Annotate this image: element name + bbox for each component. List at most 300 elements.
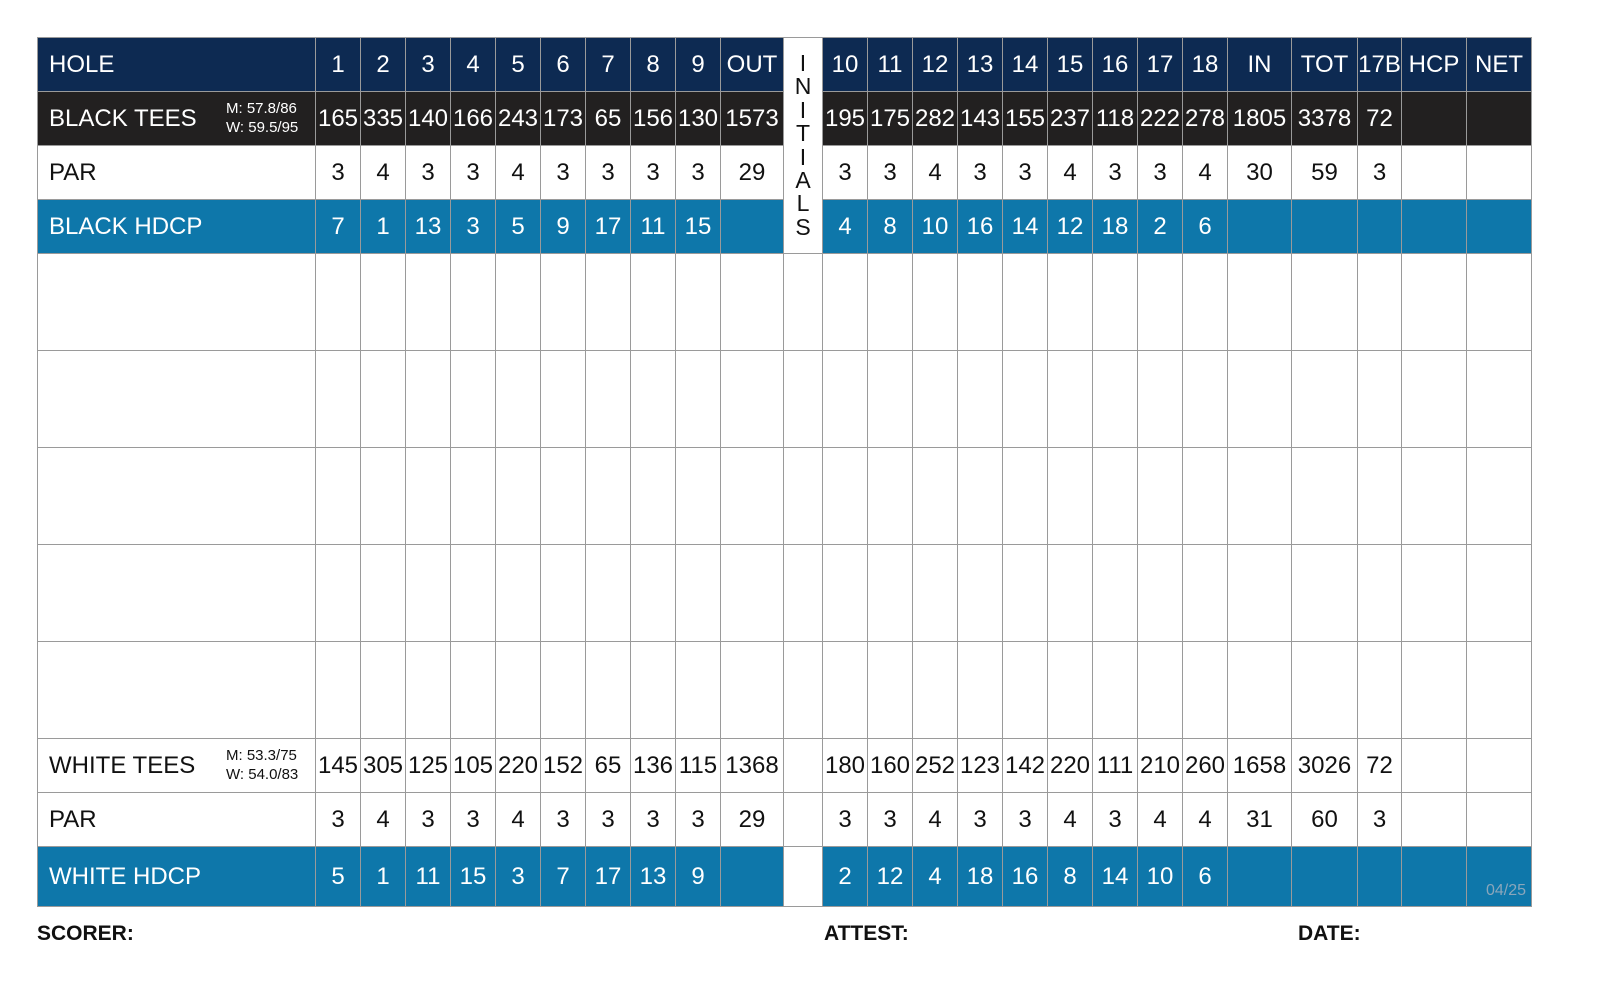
hdcp-cell: 1 [361,200,406,254]
par-cell: 4 [1048,146,1093,200]
player-name-cell[interactable] [38,545,316,642]
par-cell: 3 [541,146,586,200]
initials-cell[interactable] [784,545,823,642]
b17-cell: 72 [1358,92,1402,146]
initials-letter: S [795,213,811,240]
hdcp-cell: 4 [913,847,958,907]
par-cell: 3 [823,793,868,847]
hcp-score-cell[interactable] [1402,448,1467,545]
score-cell[interactable] [361,351,406,448]
score-cell[interactable] [823,642,868,739]
par-cell: 3 [316,793,361,847]
tot-label: TOT [1292,38,1358,92]
score-cell[interactable] [316,642,361,739]
yardage-cell: 105 [451,739,496,793]
initials-cell [784,847,823,907]
hdcp-cell: 3 [451,200,496,254]
yardage-cell: 156 [631,92,676,146]
yardage-cell: 335 [361,92,406,146]
par-cell: 3 [823,146,868,200]
yardage-cell: 130 [676,92,721,146]
score-cell[interactable] [868,642,913,739]
score-cell[interactable] [451,351,496,448]
yardage-cell: 175 [868,92,913,146]
hole-number: 2 [361,38,406,92]
hdcp-cell: 18 [958,847,1003,907]
hdcp-cell: 18 [1093,200,1138,254]
out-score-cell[interactable] [721,642,784,739]
par-cell: 3 [406,793,451,847]
par-cell: 3 [1093,146,1138,200]
score-cell[interactable] [1138,448,1183,545]
hcp-score-cell[interactable] [1402,642,1467,739]
hcp-cell [1402,200,1467,254]
in-total-cell: 31 [1228,793,1292,847]
score-cell[interactable] [1003,545,1048,642]
white-tees-label: WHITE TEES [49,751,196,779]
hole-number: 6 [541,38,586,92]
score-cell[interactable] [1003,254,1048,351]
score-cell[interactable] [496,642,541,739]
net-score-cell[interactable] [1467,254,1532,351]
score-cell[interactable] [913,351,958,448]
hcp-score-cell[interactable] [1402,351,1467,448]
par-cell: 4 [1183,793,1228,847]
score-cell[interactable] [1138,351,1183,448]
b17-cell [1358,847,1402,907]
score-cell[interactable] [586,642,631,739]
out-total-cell: 29 [721,146,784,200]
hdcp-cell: 14 [1093,847,1138,907]
hole-number: 3 [406,38,451,92]
hdcp-cell: 11 [406,847,451,907]
hdcp-cell: 5 [496,200,541,254]
in-total-cell: 30 [1228,146,1292,200]
hdcp-cell: 6 [1183,200,1228,254]
net-score-cell[interactable] [1467,642,1532,739]
player-name-cell[interactable] [38,254,316,351]
par-cell: 4 [496,793,541,847]
par-cell: 3 [958,146,1003,200]
yardage-cell: 165 [316,92,361,146]
initials-cell [784,793,823,847]
yardage-cell: 220 [1048,739,1093,793]
in-score-cell[interactable] [1228,545,1292,642]
yardage-cell: 260 [1183,739,1228,793]
yardage-cell: 143 [958,92,1003,146]
score-cell[interactable] [406,351,451,448]
hdcp-cell: 1 [361,847,406,907]
score-cell[interactable] [496,545,541,642]
hcp-label: HCP [1402,38,1467,92]
hdcp-cell: 8 [1048,847,1093,907]
hole-number: 11 [868,38,913,92]
tot-cell: 3378 [1292,92,1358,146]
score-cell[interactable] [631,254,676,351]
par-cell: 3 [451,793,496,847]
net-score-cell[interactable] [1467,545,1532,642]
out-score-cell[interactable] [721,351,784,448]
out-total-cell: 1573 [721,92,784,146]
score-cell[interactable] [1093,545,1138,642]
b17-cell: 3 [1358,793,1402,847]
yardage-cell: 142 [1003,739,1048,793]
yardage-cell: 118 [1093,92,1138,146]
score-cell[interactable] [496,254,541,351]
score-cell[interactable] [586,351,631,448]
score-cell[interactable] [1183,351,1228,448]
score-cell[interactable] [1003,351,1048,448]
hdcp-cell: 12 [868,847,913,907]
net-cell[interactable] [1467,793,1532,847]
score-cell[interactable] [1048,351,1093,448]
par-label: PAR [38,793,316,847]
black-tees-label: BLACK TEES [49,104,197,132]
tot-score-cell[interactable] [1292,642,1358,739]
yardage-cell: 237 [1048,92,1093,146]
hole-number: 13 [958,38,1003,92]
attest-label: ATTEST: [824,922,909,945]
score-cell[interactable] [451,642,496,739]
score-cell[interactable] [451,545,496,642]
player-name-cell[interactable] [38,448,316,545]
hcp-cell[interactable] [1402,793,1467,847]
par-cell: 4 [1138,793,1183,847]
par-cell: 3 [631,146,676,200]
score-cell[interactable] [496,448,541,545]
score-cell[interactable] [406,642,451,739]
player-row[interactable] [38,448,1532,545]
net-score-cell[interactable] [1467,351,1532,448]
hdcp-cell: 7 [541,847,586,907]
hole-label: HOLE [38,38,316,92]
par-cell: 3 [1093,793,1138,847]
score-cell[interactable] [1138,642,1183,739]
score-cell[interactable] [823,545,868,642]
yardage-cell: 115 [676,739,721,793]
yardage-cell: 123 [958,739,1003,793]
score-cell[interactable] [361,642,406,739]
hcp-score-cell[interactable] [1402,545,1467,642]
white-hdcp-row [38,847,1532,907]
yardage-cell: 243 [496,92,541,146]
in-total-cell [1228,847,1292,907]
score-cell[interactable] [1048,448,1093,545]
score-cell[interactable] [868,254,913,351]
score-cell[interactable] [1093,254,1138,351]
score-cell[interactable] [1003,642,1048,739]
hdcp-cell: 3 [496,847,541,907]
net-score-cell[interactable] [1467,448,1532,545]
yardage-cell: 282 [913,92,958,146]
score-cell[interactable] [1048,545,1093,642]
player-row[interactable] [38,351,1532,448]
out-total-cell [721,847,784,907]
player-name-cell[interactable] [38,642,316,739]
hole-number: 5 [496,38,541,92]
out-total-cell [721,200,784,254]
black-rating-men: M: 57.8/86 [226,100,297,117]
score-cell[interactable] [958,545,1003,642]
tot-cell: 3026 [1292,739,1358,793]
initials-cell[interactable] [784,254,823,351]
score-cell[interactable] [631,545,676,642]
hdcp-cell: 4 [823,200,868,254]
score-cell[interactable] [361,254,406,351]
net-cell[interactable] [1467,739,1532,793]
hdcp-cell: 15 [451,847,496,907]
b17-score-cell[interactable] [1358,545,1402,642]
hole-number: 15 [1048,38,1093,92]
white-rating-men: M: 53.3/75 [226,747,297,764]
score-cell[interactable] [958,448,1003,545]
score-cell[interactable] [406,448,451,545]
hole-number: 14 [1003,38,1048,92]
hdcp-cell: 7 [316,200,361,254]
par-cell: 4 [1048,793,1093,847]
score-cell[interactable] [823,351,868,448]
score-cell[interactable] [361,448,406,545]
score-cell[interactable] [1138,254,1183,351]
player-row[interactable] [38,545,1532,642]
player-name-cell[interactable] [38,351,316,448]
par-cell: 3 [1003,793,1048,847]
score-cell[interactable] [823,448,868,545]
score-cell[interactable] [1183,642,1228,739]
hole-number: 16 [1093,38,1138,92]
hdcp-cell: 6 [1183,847,1228,907]
score-cell[interactable] [316,545,361,642]
score-cell[interactable] [541,642,586,739]
hole-number: 17 [1138,38,1183,92]
yardage-cell: 220 [496,739,541,793]
score-cell[interactable] [868,351,913,448]
in-score-cell[interactable] [1228,254,1292,351]
par-cell: 4 [361,146,406,200]
score-cell[interactable] [496,351,541,448]
par-cell: 3 [868,146,913,200]
tot-cell [1292,200,1358,254]
b17-cell: 3 [1358,146,1402,200]
yardage-cell: 65 [586,92,631,146]
score-cell[interactable] [1093,448,1138,545]
score-cell[interactable] [913,642,958,739]
par-cell: 4 [913,146,958,200]
score-cell[interactable] [541,545,586,642]
scorer-label: SCORER: [37,922,134,945]
hcp-cell[interactable] [1402,146,1467,200]
b17-label: 17B [1358,38,1402,92]
initials-letter: I [799,143,807,170]
hdcp-cell: 16 [1003,847,1048,907]
yardage-cell: 145 [316,739,361,793]
yardage-cell: 305 [361,739,406,793]
in-score-cell[interactable] [1228,642,1292,739]
b17-score-cell[interactable] [1358,448,1402,545]
tot-score-cell[interactable] [1292,448,1358,545]
tot-score-cell[interactable] [1292,351,1358,448]
score-cell[interactable] [913,448,958,545]
hole-number: 10 [823,38,868,92]
date-label: DATE: [1298,922,1361,945]
tot-cell [1292,847,1358,907]
hcp-cell[interactable] [1402,739,1467,793]
par-cell: 3 [586,146,631,200]
score-cell[interactable] [958,642,1003,739]
score-cell[interactable] [451,254,496,351]
black-tees-rating [226,99,298,137]
tot-cell: 59 [1292,146,1358,200]
black-rating-women: W: 59.5/95 [226,119,299,136]
par-cell: 3 [316,146,361,200]
par-cell: 3 [868,793,913,847]
score-cell[interactable] [541,351,586,448]
net-cell[interactable] [1467,146,1532,200]
yardage-cell: 155 [1003,92,1048,146]
score-cell[interactable] [676,448,721,545]
white-tees-rating [226,746,298,784]
hole-number: 9 [676,38,721,92]
par-cell: 3 [451,146,496,200]
tot-score-cell[interactable] [1292,254,1358,351]
out-label: OUT [721,38,784,92]
hole-number: 7 [586,38,631,92]
player-row[interactable] [38,642,1532,739]
b17-score-cell[interactable] [1358,351,1402,448]
score-cell[interactable] [1003,448,1048,545]
par-cell: 3 [541,793,586,847]
score-cell[interactable] [316,448,361,545]
score-cell[interactable] [676,254,721,351]
par-label: PAR [38,146,316,200]
initials-cell[interactable] [784,642,823,739]
score-cell[interactable] [316,254,361,351]
initials-letter: I [799,49,807,76]
score-cell[interactable] [958,351,1003,448]
initials-letter: T [795,120,811,147]
hdcp-cell: 8 [868,200,913,254]
score-cell[interactable] [823,254,868,351]
white-hdcp-label: WHITE HDCP [38,847,316,907]
score-cell[interactable] [1183,448,1228,545]
score-cell[interactable] [676,351,721,448]
score-cell[interactable] [1093,642,1138,739]
par-cell: 3 [586,793,631,847]
score-cell[interactable] [586,448,631,545]
score-cell[interactable] [631,351,676,448]
hdcp-cell: 14 [1003,200,1048,254]
b17-cell: 72 [1358,739,1402,793]
score-cell[interactable] [586,545,631,642]
score-cell[interactable] [1093,351,1138,448]
par-cell: 3 [1003,146,1048,200]
hole-number: 4 [451,38,496,92]
hdcp-cell: 11 [631,200,676,254]
score-cell[interactable] [631,448,676,545]
hcp-cell[interactable] [1402,92,1467,146]
in-score-cell[interactable] [1228,351,1292,448]
yardage-cell: 160 [868,739,913,793]
hcp-score-cell[interactable] [1402,254,1467,351]
score-cell[interactable] [1138,545,1183,642]
hdcp-cell: 2 [1138,200,1183,254]
score-cell[interactable] [676,545,721,642]
score-cell[interactable] [361,545,406,642]
in-total-cell: 1658 [1228,739,1292,793]
initials-column [784,38,823,254]
score-cell[interactable] [541,254,586,351]
tot-score-cell[interactable] [1292,545,1358,642]
hdcp-cell: 12 [1048,200,1093,254]
score-cell[interactable] [541,448,586,545]
player-row[interactable] [38,254,1532,351]
out-total-cell: 29 [721,793,784,847]
b17-cell [1358,200,1402,254]
white-tees-label-cell [38,739,316,793]
score-cell[interactable] [1048,254,1093,351]
yardage-cell: 278 [1183,92,1228,146]
score-cell[interactable] [631,642,676,739]
par-cell: 3 [958,793,1003,847]
score-cell[interactable] [586,254,631,351]
out-score-cell[interactable] [721,254,784,351]
scorecard-table [37,37,1532,907]
score-cell[interactable] [406,254,451,351]
initials-letter: L [796,190,810,217]
score-cell[interactable] [1183,254,1228,351]
yardage-cell: 136 [631,739,676,793]
out-score-cell[interactable] [721,545,784,642]
score-cell[interactable] [913,254,958,351]
yardage-cell: 111 [1093,739,1138,793]
score-cell[interactable] [406,545,451,642]
score-cell[interactable] [1183,545,1228,642]
score-cell[interactable] [1048,642,1093,739]
net-cell[interactable] [1467,92,1532,146]
hdcp-cell: 16 [958,200,1003,254]
white-tees-row [38,739,1532,793]
par-cell: 4 [1183,146,1228,200]
white-par-row [38,793,1532,847]
par-cell: 3 [676,146,721,200]
initials-cell[interactable] [784,448,823,545]
in-score-cell[interactable] [1228,448,1292,545]
score-cell[interactable] [913,545,958,642]
in-total-cell: 1805 [1228,92,1292,146]
score-cell[interactable] [868,448,913,545]
b17-score-cell[interactable] [1358,254,1402,351]
score-cell[interactable] [451,448,496,545]
score-cell[interactable] [868,545,913,642]
out-score-cell[interactable] [721,448,784,545]
par-cell: 4 [496,146,541,200]
yardage-cell: 210 [1138,739,1183,793]
hdcp-cell: 15 [676,200,721,254]
hcp-cell [1402,847,1467,907]
yardage-cell: 180 [823,739,868,793]
score-cell[interactable] [676,642,721,739]
yardage-cell: 166 [451,92,496,146]
hdcp-cell: 13 [631,847,676,907]
b17-score-cell[interactable] [1358,642,1402,739]
score-cell[interactable] [958,254,1003,351]
par-cell: 3 [406,146,451,200]
hole-number: 8 [631,38,676,92]
initials-cell[interactable] [784,351,823,448]
white-rating-women: W: 54.0/83 [226,766,299,783]
hdcp-cell: 9 [541,200,586,254]
score-cell[interactable] [316,351,361,448]
